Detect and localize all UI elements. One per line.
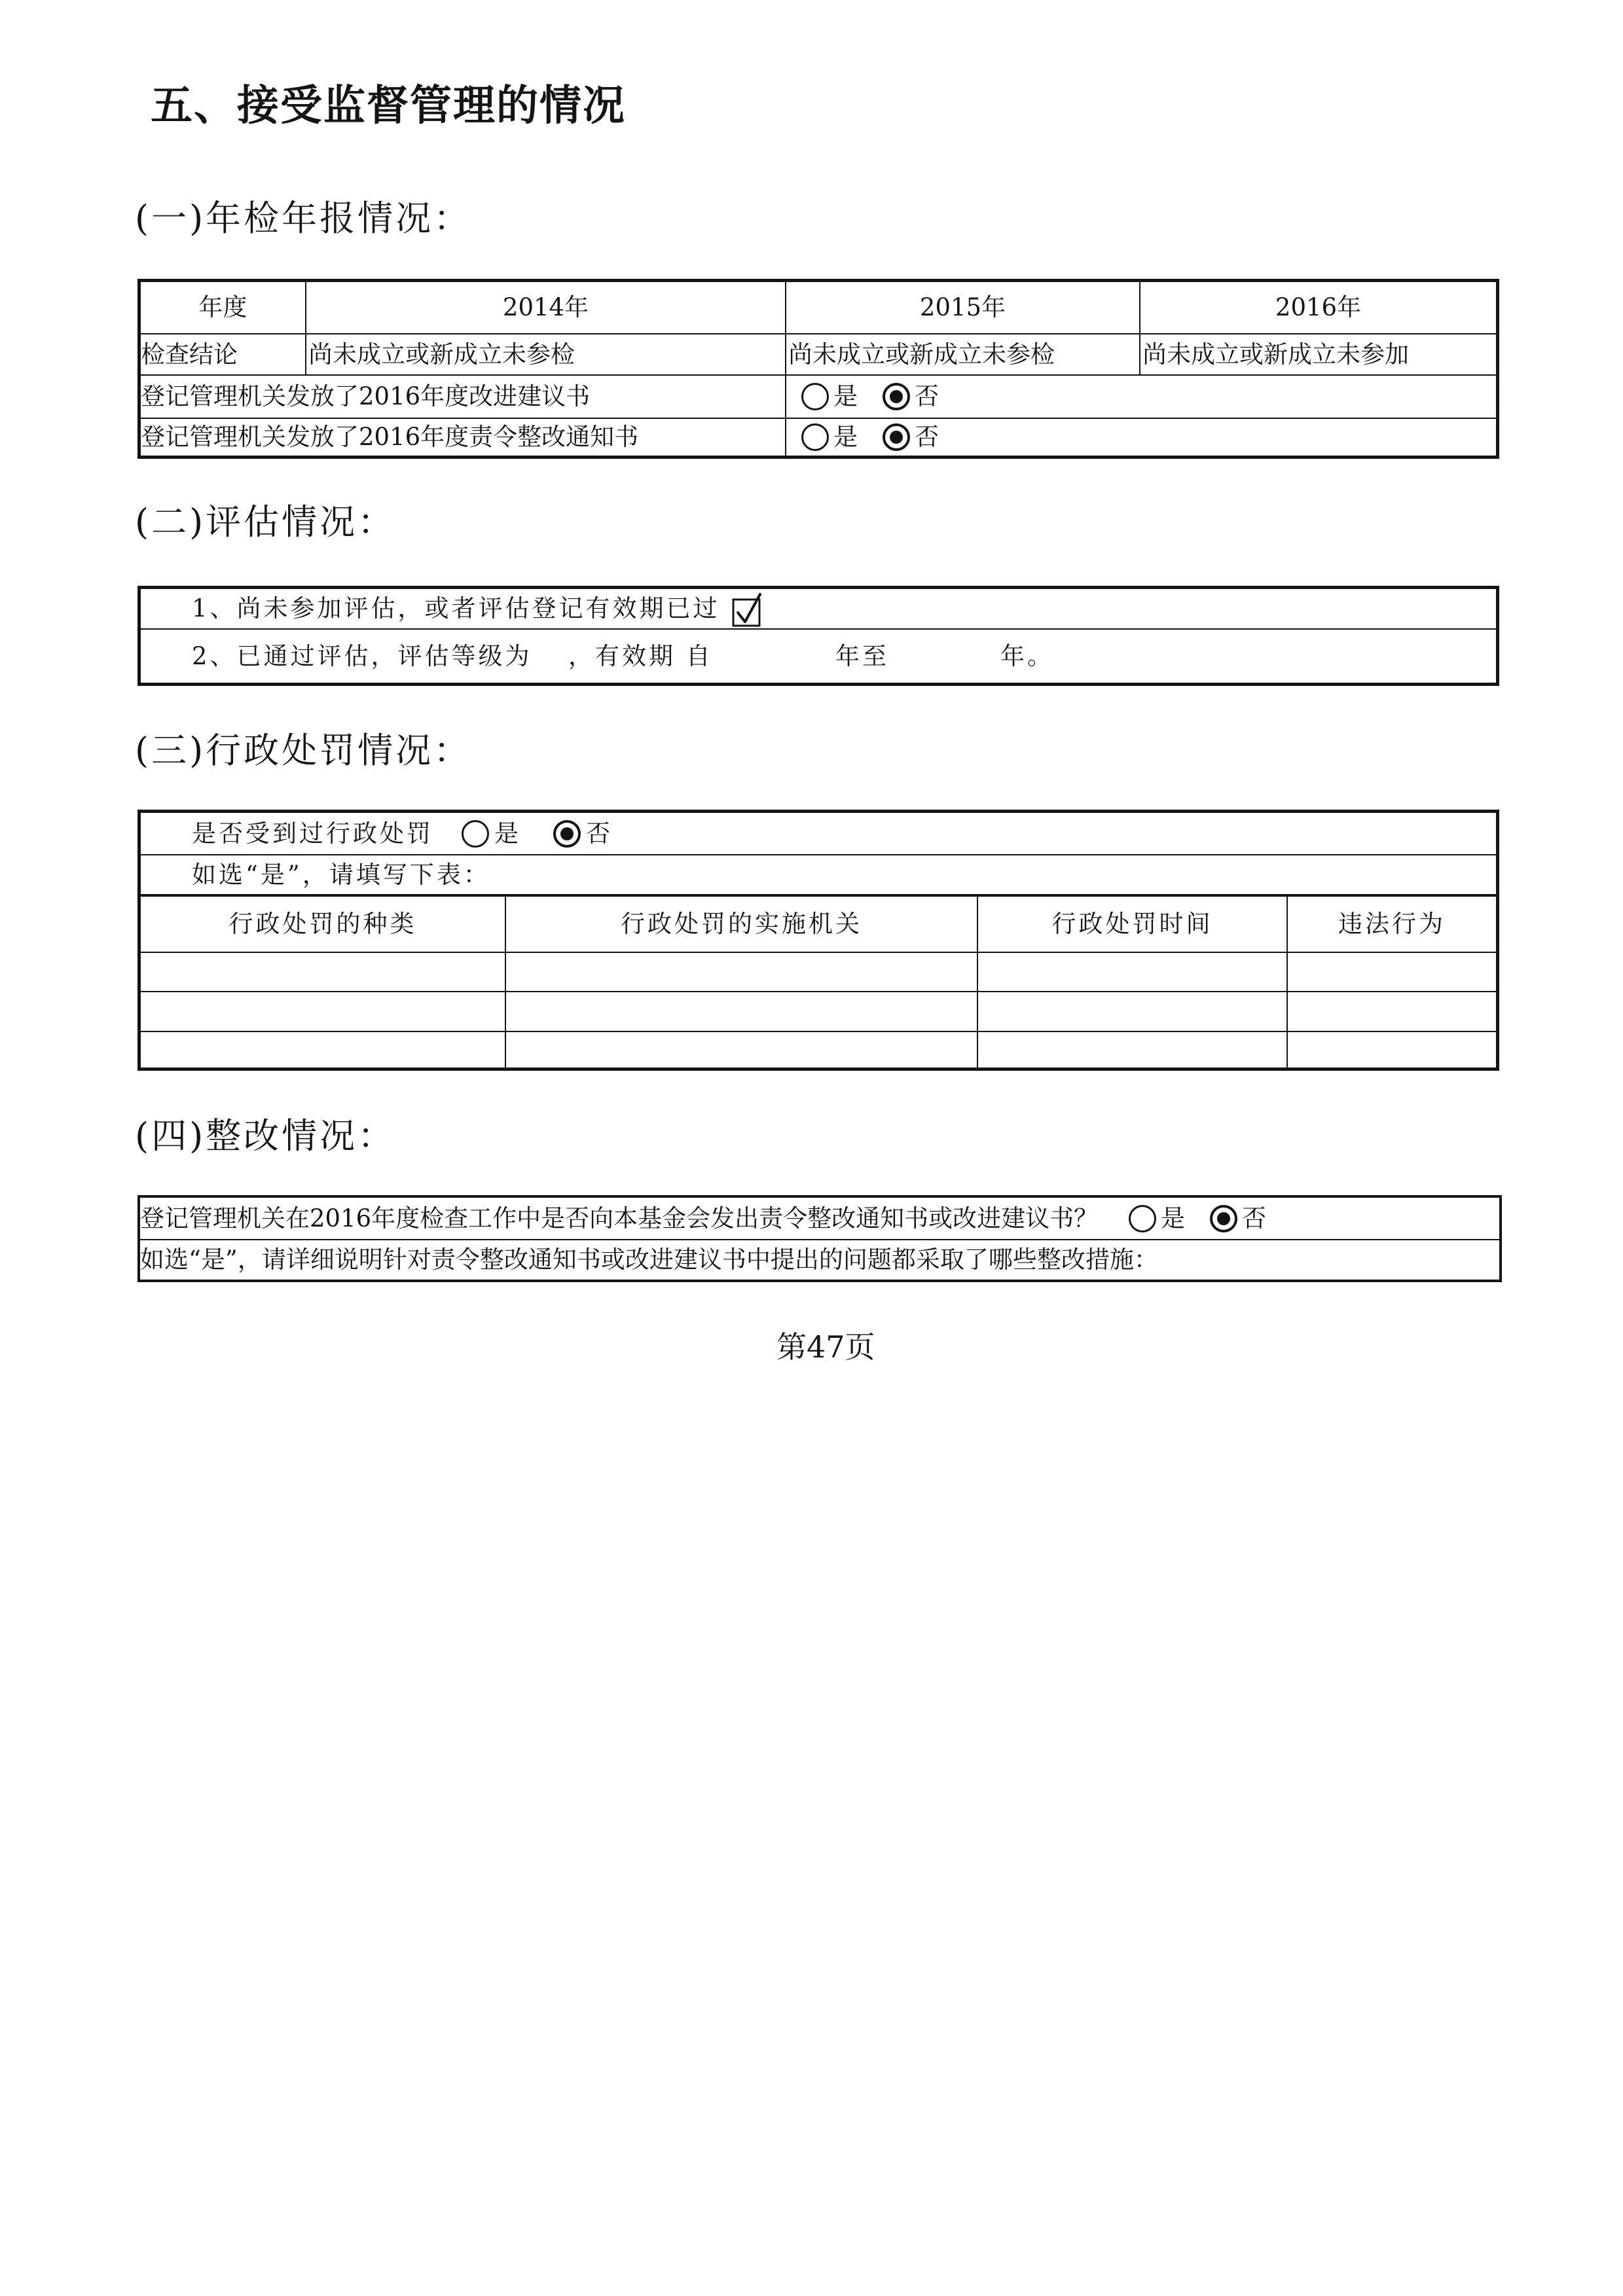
yes-no-radio-group: [801, 423, 939, 451]
radio-yes-label: 是: [494, 819, 519, 848]
penalty-instruction: 如选“是”，请填写下表：: [192, 860, 490, 889]
table-cell: [977, 953, 1286, 991]
penalty-instruction-row: [141, 854, 1496, 894]
column-header-penalty-authority: 行政处罚的实施机关: [505, 897, 977, 952]
column-header-penalty-type: 行政处罚的种类: [228, 910, 417, 938]
penalty-question-label: 是否受到过行政处罚: [192, 819, 433, 848]
table-cell: [141, 1032, 505, 1067]
annual-inspection-table: [137, 279, 1499, 459]
conclusion-label-cell: 检查结论: [141, 340, 238, 368]
rectification-heading: (四)整改情况：: [135, 1115, 396, 1157]
table-cell: [141, 992, 505, 1031]
radio-no-label: 否: [915, 423, 939, 451]
not-evaluated-text: 1、尚未参加评估，或者评估登记有效期已过: [192, 594, 720, 622]
year-end-label: 年。: [1000, 641, 1054, 670]
penalty-question-row: [141, 813, 1496, 854]
page-number: 第47页: [776, 1329, 875, 1365]
not-evaluated-row: [141, 589, 1496, 628]
table-cell: [977, 992, 1286, 1031]
yes-no-radio-group: [801, 383, 939, 410]
year-to-label: 年至: [835, 641, 889, 670]
rectification-notice-answer: [785, 419, 1496, 456]
radio-yes-label: 是: [833, 382, 858, 410]
conclusion-row: [141, 333, 1496, 374]
radio-no: [1210, 1205, 1237, 1232]
table-cell: [505, 953, 977, 991]
column-header-violation: 违法行为: [1286, 897, 1496, 952]
table-header-row: [141, 282, 1496, 333]
year-2015-cell: 2015年: [785, 282, 1139, 333]
rectification-notice-row: [141, 418, 1496, 456]
rectification-table: [137, 1195, 1502, 1282]
table-cell: [141, 953, 505, 991]
year-2014-cell: 2014年: [305, 282, 785, 333]
radio-no-label: 否: [1242, 1204, 1266, 1232]
conclusion-2014-cell: 尚未成立或新成立未参检: [305, 334, 785, 374]
improvement-suggestion-label: 登记管理机关发放了2016年度改进建议书: [141, 382, 591, 410]
passed-evaluation-row: [141, 628, 1496, 683]
rectification-question-cell: [140, 1198, 1499, 1239]
table-cell: [505, 992, 977, 1031]
radio-no: [553, 820, 581, 848]
evaluation-table: [137, 586, 1499, 686]
year-label-cell: 年度: [198, 293, 247, 321]
rectification-instruction: 如选“是”，请详细说明针对责令整改通知书或改进建议书中提出的问题都采取了哪些整改措施：: [140, 1246, 1158, 1274]
radio-no: [883, 423, 910, 451]
conclusion-2016-cell: 尚未成立或新成立未参加: [1139, 334, 1496, 374]
penalty-header-row: [141, 894, 1496, 952]
validity-label: ，有效期 自: [568, 641, 713, 670]
rectification-question-label: 登记管理机关在2016年度检查工作中是否向本基金会发出责令整改通知书或改进建议书？: [140, 1204, 1099, 1232]
radio-yes: [801, 423, 829, 451]
penalty-table: [137, 810, 1499, 1071]
radio-yes: [462, 820, 489, 848]
rectification-notice-label: 登记管理机关发放了2016年度责令整改通知书: [141, 423, 639, 451]
rectification-instruction-row: [140, 1239, 1499, 1280]
radio-yes: [801, 383, 829, 410]
not-evaluated-checkbox: [730, 590, 764, 628]
table-cell: [977, 1032, 1286, 1067]
improvement-suggestion-row: [141, 374, 1496, 418]
table-cell: [1286, 953, 1496, 991]
radio-no-label: 否: [915, 382, 939, 410]
passed-evaluation-prefix: 2、已通过评估，评估等级为: [192, 641, 532, 670]
table-cell: [1286, 992, 1496, 1031]
table-row: [141, 1031, 1496, 1067]
table-cell: [505, 1032, 977, 1067]
table-row: [141, 952, 1496, 991]
table-cell: [1286, 1032, 1496, 1067]
penalty-question-cell: [141, 813, 1496, 854]
table-row: [141, 991, 1496, 1031]
penalty-heading: (三)行政处罚情况：: [135, 730, 472, 771]
year-2016-cell: 2016年: [1139, 282, 1496, 333]
evaluation-heading: (二)评估情况：: [135, 501, 396, 543]
radio-yes-label: 是: [1161, 1204, 1185, 1232]
column-header-penalty-time: 行政处罚时间: [977, 897, 1286, 952]
yes-no-radio-group: [1129, 1205, 1266, 1232]
radio-yes: [1129, 1205, 1156, 1232]
annual-inspection-heading: (一)年检年报情况：: [135, 198, 472, 239]
improvement-suggestion-answer: [785, 376, 1496, 418]
radio-yes-label: 是: [833, 423, 858, 451]
conclusion-2015-cell: 尚未成立或新成立未参检: [785, 334, 1139, 374]
section-title: 五、接受监督管理的情况: [151, 82, 626, 130]
yes-no-radio-group: [462, 820, 610, 848]
rectification-question-row: [140, 1198, 1499, 1239]
radio-no: [883, 383, 910, 410]
radio-no-label: 否: [586, 819, 610, 848]
